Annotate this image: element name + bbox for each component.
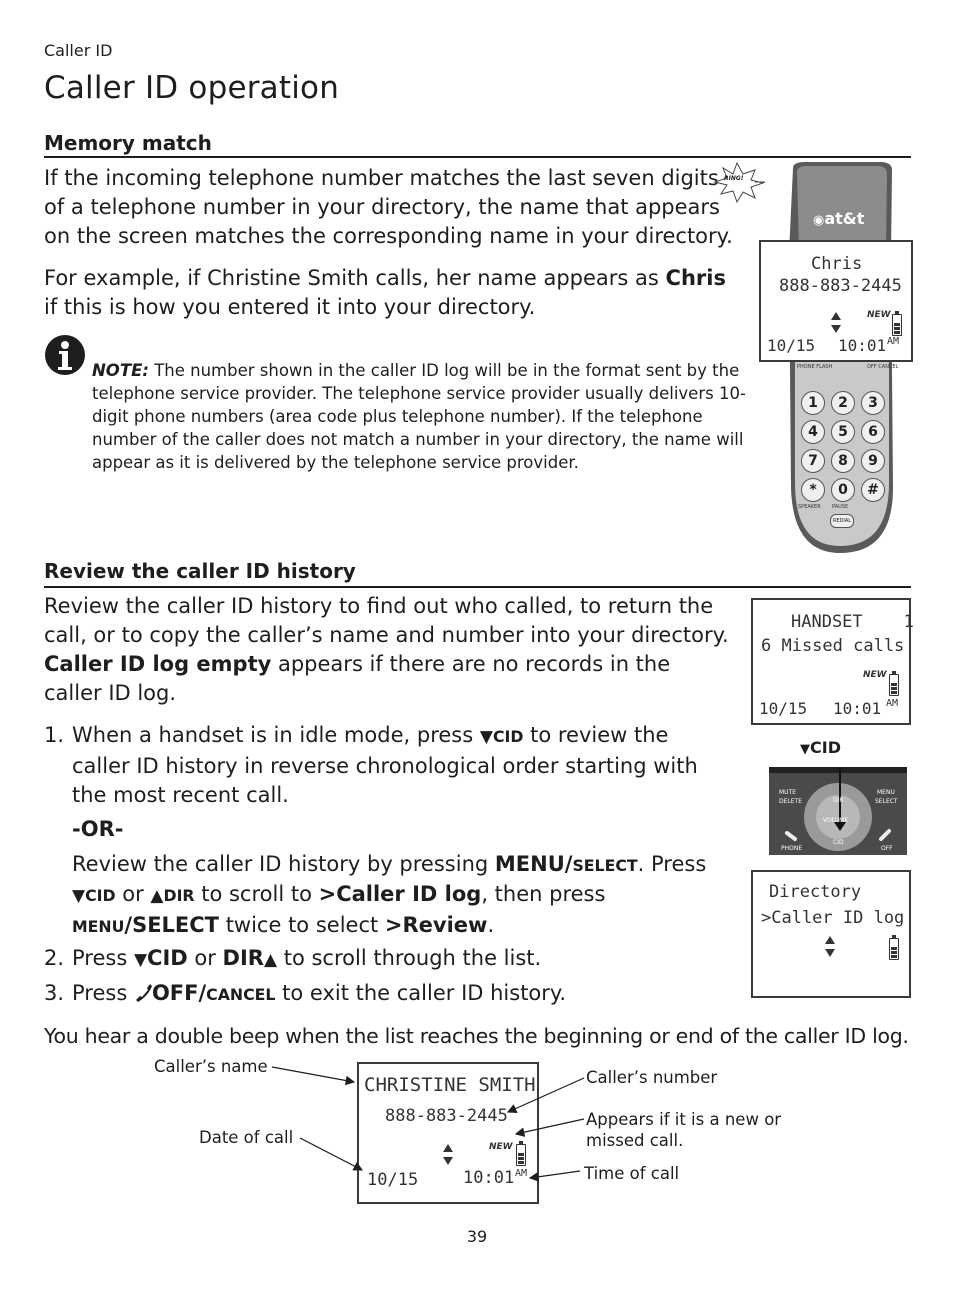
mute-label: MUTE: [779, 789, 797, 796]
callout-time-of-call: Time of call: [584, 1164, 680, 1183]
down-arrow-icon: ▼: [72, 886, 86, 906]
new-indicator: NEW: [863, 670, 887, 680]
screen-date: 10/15: [767, 336, 816, 355]
step-3-number: 3.: [44, 981, 65, 1005]
screen-ampm: AM: [515, 1168, 528, 1179]
phone-label: PHONE: [781, 845, 803, 852]
menu-label: MENU: [877, 789, 895, 796]
screen-directory-line: Directory: [769, 882, 862, 902]
key-star: *: [801, 478, 825, 502]
alt-method-text: Review the caller ID history by pressing MENU/SELECT. Press ▼CID or ▲DIR to scroll to >Caller ID log, then press MENU/SELECT twice to select >Review.: [72, 852, 707, 937]
screen-time: 10:01: [833, 699, 882, 718]
scroll-arrows-icon: [825, 936, 835, 958]
battery-icon: [889, 674, 899, 696]
brand-logo: ◉at&t: [813, 209, 865, 228]
screen-date: 10/15: [367, 1170, 419, 1190]
screen-number: 888-883-2445: [779, 276, 902, 296]
key-8: 8: [831, 449, 855, 473]
key-2: 2: [831, 391, 855, 415]
up-arrow-icon: ▲: [150, 886, 164, 906]
volume-label: VOLUME: [823, 817, 849, 824]
redial-key: REDIAL: [830, 514, 854, 528]
step-1-text: When a handset is in idle mode, press ▼CID to review the caller ID history in reverse chronological order starting with the most recent call.: [72, 723, 698, 807]
screen-ampm: AM: [887, 336, 900, 347]
directory-screen: [751, 870, 911, 998]
or-divider: -OR-: [72, 817, 124, 841]
screen-missed-line: 6 Missed calls: [761, 636, 905, 656]
key-5: 5: [831, 420, 855, 444]
screen-date: 10/15: [759, 699, 808, 718]
review-heading: Review the caller ID history: [44, 559, 356, 583]
step-2-text: Press ▼CID or DIR▲ to scroll through the list.: [72, 946, 542, 970]
memory-match-paragraph-2: For example, if Christine Smith calls, her name appears as Chris if this is how you entered it into your directory.: [44, 266, 726, 319]
step-2-number: 2.: [44, 946, 65, 970]
handset-illustration: [705, 158, 915, 558]
review-intro: Review the caller ID history to find out who called, to return the call, or to copy the caller’s name and number into your directory. Caller ID log empty appears if there are no records in the caller ID log.: [44, 594, 729, 705]
memory-match-heading: Memory match: [44, 131, 212, 155]
down-arrow-icon: ▼: [133, 950, 148, 970]
new-indicator: NEW: [867, 310, 891, 320]
step-3-text: Press OFF/CANCEL to exit the caller ID history.: [72, 981, 567, 1005]
screen-name: Chris: [811, 254, 863, 274]
select-label: SELECT: [875, 798, 898, 805]
down-arrow-icon: ▼: [800, 742, 810, 757]
cid-label: ▼CID: [800, 738, 841, 757]
info-icon: [44, 334, 86, 376]
ring-label: RING!: [724, 175, 744, 182]
key-1: 1: [801, 391, 825, 415]
callout-new-missed: Appears if it is a new or missed call.: [586, 1110, 782, 1150]
off-cancel-label: OFF CANCEL: [867, 364, 899, 370]
key-0: 0: [831, 478, 855, 502]
dir-label: DIR: [833, 797, 844, 804]
callout-date-of-call: Date of call: [199, 1128, 294, 1147]
callout-callers-name: Caller’s name: [154, 1057, 268, 1076]
delete-label: DELETE: [779, 798, 803, 805]
section-rule-2: [44, 586, 911, 588]
pause-label: PAUSE: [832, 504, 849, 510]
screen-handset-line: HANDSET 1: [791, 612, 914, 632]
page-title: Caller ID operation: [44, 70, 340, 106]
new-indicator: NEW: [489, 1142, 513, 1152]
key-9: 9: [861, 449, 885, 473]
step-1-number: 1.: [44, 723, 65, 747]
screen-caller-name: CHRISTINE SMITH: [364, 1074, 536, 1096]
off-label: OFF: [881, 845, 893, 852]
screen-time: 10:01: [463, 1168, 515, 1188]
phone-flash-label: PHONE FLASH: [797, 364, 833, 370]
phone-off-icon: [134, 981, 152, 1001]
keypad-closeup: [769, 767, 907, 855]
screen-time: 10:01: [838, 336, 887, 355]
key-hash: #: [861, 478, 885, 502]
missed-calls-screen: [751, 598, 914, 725]
down-arrow-icon: ▼: [479, 727, 493, 747]
chris-example: Chris: [665, 266, 726, 290]
battery-icon: [892, 314, 902, 336]
callout-callers-number: Caller’s number: [586, 1068, 718, 1087]
screen-ampm: AM: [886, 698, 899, 709]
memory-match-paragraph-1: If the incoming telephone number matches the last seven digits of a telephone number in your directory, the name that appears on the screen matches the corresponding name in your directory.: [44, 166, 733, 248]
battery-icon: [889, 938, 899, 960]
page-number: 39: [466, 1227, 488, 1246]
key-6: 6: [861, 420, 885, 444]
screen-caller-id-log-line: >Caller ID log: [761, 908, 905, 928]
section-label: Caller ID: [44, 41, 113, 60]
cid-key-label: CID: [833, 839, 844, 846]
key-4: 4: [801, 420, 825, 444]
handset-screen: [759, 240, 913, 362]
key-3: 3: [861, 391, 885, 415]
scroll-arrows-icon: [831, 312, 841, 334]
screen-caller-number: 888-883-2445: [385, 1106, 508, 1126]
up-arrow-icon: ▲: [263, 950, 278, 970]
key-7: 7: [801, 449, 825, 473]
double-beep-text: You hear a double beep when the list reaches the beginning or end of the caller ID log.: [44, 1024, 909, 1048]
note-text: NOTE: The number shown in the caller ID log will be in the format sent by the telephone service provider. The telephone service provider usually delivers 10-digit phone numbers (area code plus telephone number). If the telephone number of the caller does not match a number in your directory, the name will appear as it is delivered by the telephone service provider.: [92, 361, 746, 472]
speaker-label: SPEAKER: [798, 504, 821, 510]
